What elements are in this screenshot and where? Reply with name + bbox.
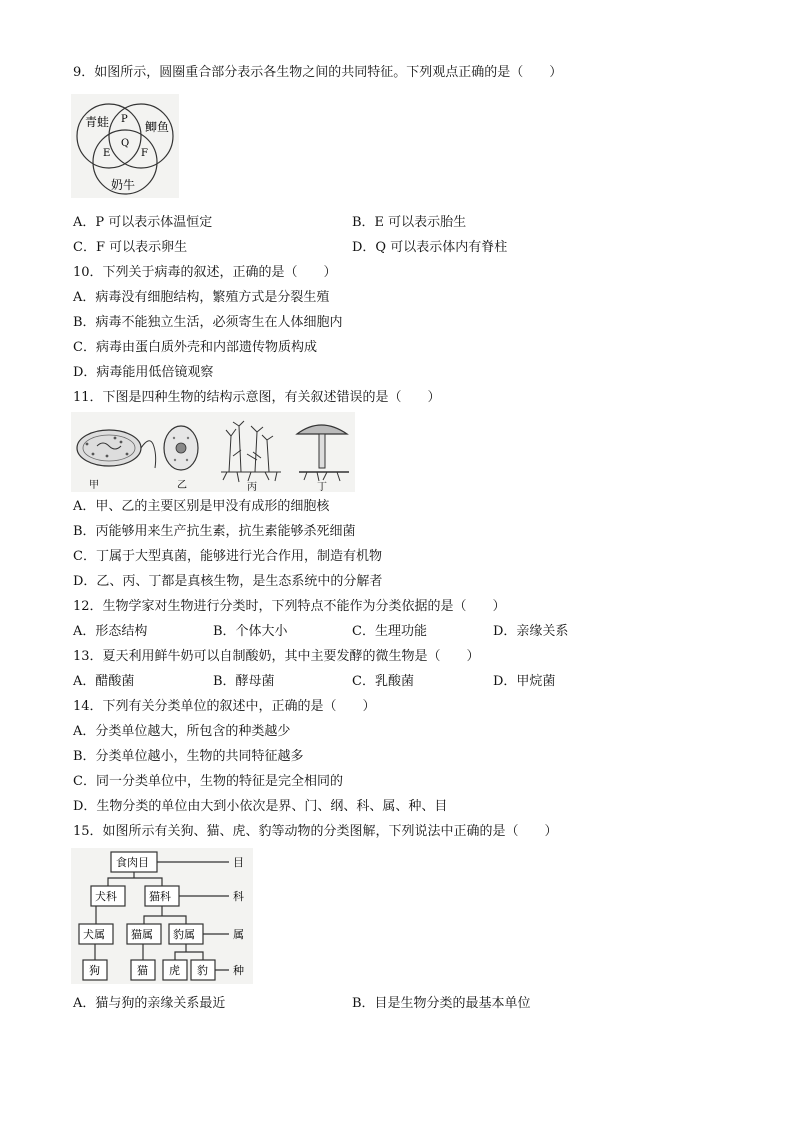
q13-option-a: A．醋酸菌 xyxy=(73,674,135,689)
q12-option-a: A．形态结构 xyxy=(73,624,148,639)
label-jia: 甲 xyxy=(89,480,99,491)
family-label-felidae: 猫科 xyxy=(149,890,171,903)
venn-label-fish: 鲫鱼 xyxy=(145,120,170,134)
q11-option-c: C．丁属于大型真菌，能够进行光合作用，制造有机物 xyxy=(73,549,382,564)
q14-option-b: B．分类单位越小，生物的共同特征越多 xyxy=(73,749,304,764)
q10-option-b: B．病毒不能独立生活，必须寄生在人体细胞内 xyxy=(73,315,343,330)
order-label: 食肉目 xyxy=(116,856,149,869)
mold-illustration xyxy=(221,421,281,482)
q11-option-b: B．丙能够用来生产抗生素，抗生素能够杀死细菌 xyxy=(73,524,356,539)
venn-label-q: Q xyxy=(121,138,130,149)
venn-diagram xyxy=(71,94,179,198)
species-label-tiger: 虎 xyxy=(169,964,180,977)
q9-option-d: D．Q 可以表示体内有脊柱 xyxy=(352,240,508,255)
q14-option-d: D．生物分类的单位由大到小依次是界、门、纲、科、属、种、目 xyxy=(73,799,448,814)
q14-stem: 14．下列有关分类单位的叙述中，正确的是（ ） xyxy=(73,699,376,714)
species-label-leopard: 豹 xyxy=(197,964,208,977)
q12-option-b: B．个体大小 xyxy=(213,624,288,639)
q13-stem: 13．夏天利用鲜牛奶可以自制酸奶，其中主要发酵的微生物是（ ） xyxy=(73,649,480,664)
classification-diagram xyxy=(71,848,253,984)
q10-option-a: A．病毒没有细胞结构，繁殖方式是分裂生殖 xyxy=(73,290,330,305)
q9-stem: 9．如图所示，圆圈重合部分表示各生物之间的共同特征。下列观点正确的是（ ） xyxy=(73,65,563,80)
q9-option-c: C．F 可以表示卵生 xyxy=(73,240,188,255)
rank-label-genus: 属 xyxy=(233,928,244,941)
organisms-figure xyxy=(71,412,355,492)
rank-label-family: 科 xyxy=(233,890,244,903)
q13-option-d: D．甲烷菌 xyxy=(493,674,556,689)
q15-option-b: B．目是生物分类的最基本单位 xyxy=(352,996,531,1011)
mushroom-illustration xyxy=(297,425,349,481)
q14-option-a: A．分类单位越大，所包含的种类越少 xyxy=(73,724,291,739)
species-label-cat: 猫 xyxy=(137,964,148,977)
family-label-canidae: 犬科 xyxy=(95,890,117,903)
q10-option-c: C．病毒由蛋白质外壳和内部遗传物质构成 xyxy=(73,340,317,355)
q11-option-d: D．乙、丙、丁都是真核生物，是生态系统中的分解者 xyxy=(73,574,383,589)
label-yi: 乙 xyxy=(177,480,187,491)
species-label-dog: 狗 xyxy=(89,964,100,977)
q9-option-a: A．P 可以表示体温恒定 xyxy=(73,215,213,230)
genus-label-felis: 猫属 xyxy=(131,928,153,941)
rank-label-species: 种 xyxy=(233,964,244,977)
venn-label-frog: 青蛙 xyxy=(85,115,110,129)
venn-label-e: E xyxy=(103,148,111,159)
rank-label-order: 目 xyxy=(233,856,244,869)
venn-label-cow: 奶牛 xyxy=(111,178,136,192)
genus-label-panthera: 豹属 xyxy=(173,928,195,941)
q10-option-d: D．病毒能用低倍镜观察 xyxy=(73,365,214,380)
q14-option-c: C．同一分类单位中，生物的特征是完全相同的 xyxy=(73,774,343,789)
q15-option-a: A．猫与狗的亲缘关系最近 xyxy=(73,996,226,1011)
q11-stem: 11．下图是四种生物的结构示意图，有关叙述错误的是（ ） xyxy=(73,390,441,405)
q11-option-a: A．甲、乙的主要区别是甲没有成形的细胞核 xyxy=(73,499,330,514)
venn-label-p: P xyxy=(121,114,128,125)
bacterium-illustration xyxy=(77,430,156,468)
q12-stem: 12．生物学家对生物进行分类时，下列特点不能作为分类依据的是（ ） xyxy=(73,599,506,614)
q12-option-d: D．亲缘关系 xyxy=(493,624,569,639)
label-bing: 丙 xyxy=(247,482,257,492)
q12-option-c: C．生理功能 xyxy=(352,624,427,639)
q9-option-b: B．E 可以表示胎生 xyxy=(352,215,467,230)
q13-option-c: C．乳酸菌 xyxy=(352,674,414,689)
venn-label-f: F xyxy=(141,148,148,159)
q10-stem: 10．下列关于病毒的叙述，正确的是（ ） xyxy=(73,265,337,280)
q13-option-b: B．酵母菌 xyxy=(213,674,275,689)
yeast-illustration xyxy=(164,426,198,470)
q15-stem: 15．如图所示有关狗、猫、虎、豹等动物的分类图解，下列说法中正确的是（ ） xyxy=(73,824,558,839)
genus-label-canis: 犬属 xyxy=(83,928,105,941)
label-ding: 丁 xyxy=(317,482,327,492)
